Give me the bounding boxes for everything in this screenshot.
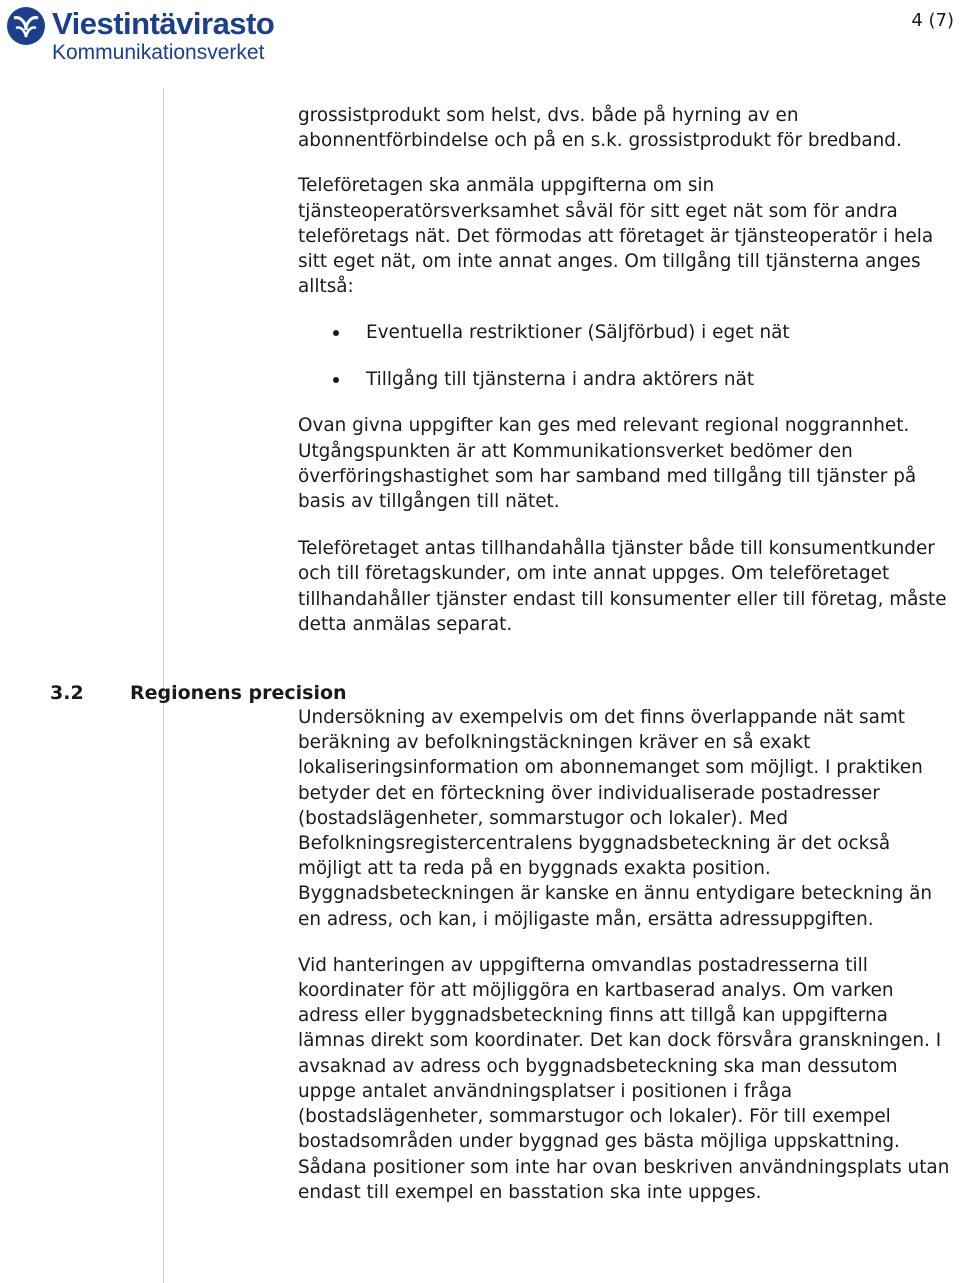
- section-number: 3.2: [50, 682, 84, 704]
- bullet-text: Eventuella restriktioner (Säljförbud) i eget nät: [366, 322, 790, 344]
- logo-emblem-icon: [6, 6, 46, 46]
- paragraph: Vid hanteringen av uppgifterna omvandlas postadresserna till koordinater för att möjliggöra en kartbaserad analys. Om varken adress eller byggnadsbeteckning finns att tillgå kan uppgifterna lämnas direkt som koordinater. Det kan dock försvåra granskningen. I avsaknad av adress och byggnadsbeteckning ska man dessutom uppge antalet användningsplatser i positionen i fråga (bostadslägenheter, sommarstugor och lokaler). För till exempel bostadsområden under byggnad ges bästa möjliga uppskattning. Sådana positioner som inte har ovan beskriven användningsplats utan endast till exempel en basstation ska inte uppges.: [298, 954, 950, 1203]
- logo-title: Viestintävirasto: [52, 6, 275, 41]
- bullet-dot-icon: [333, 377, 339, 383]
- page-number: 4 (7): [911, 10, 954, 31]
- logo-subtitle: Kommunikationsverket: [52, 41, 265, 64]
- paragraph: grossistprodukt som helst, dvs. både på hyrning av en abonnentförbindelse och på en s.k. grossistprodukt för bredband.: [298, 105, 902, 152]
- section-title: Regionens precision: [130, 682, 347, 704]
- bullet-text: Tillgång till tjänsterna i andra aktörers nät: [366, 369, 755, 391]
- paragraph: Ovan givna uppgifter kan ges med relevant regional noggrannhet. Utgångspunkten är att Kommunikationsverket bedömer den överföringshastighet som har samband med tillgång till tjänster på basis av tillgången till nätet.: [298, 415, 917, 513]
- body-content: [298, 103, 954, 1205]
- paragraph: Teleföretaget antas tillhandahålla tjänster både till konsumentkunder och till företagskunder, om inte annat uppges. Om teleföretaget tillhandahåller tjänster endast till konsumenter eller till företag, måste detta anmälas separat.: [298, 538, 947, 635]
- bullet-item: [298, 367, 954, 392]
- bullet-item: [298, 320, 954, 345]
- agency-logo: [6, 4, 286, 66]
- bullet-dot-icon: [333, 330, 339, 336]
- paragraph: Undersökning av exempelvis om det finns överlappande nät samt beräkning av befolkningstäckningen kräver en så exakt lokaliseringsinformation om abonnemanget som möjligt. I praktiken betyder det en förteckning över individualiserade postadresser (bostadslägenheter, sommarstugor och lokaler). Med Befolkningsregistercentralens byggnadsbeteckning är det också möjligt att ta reda på en byggnads exakta position. Byggnadsbeteckningen är kanske en ännu entydigare beteckning än en adress, och kan, i möjligaste mån, ersätta adressuppgiften.: [298, 707, 933, 930]
- bullet-list: [298, 320, 954, 392]
- paragraph: Teleföretagen ska anmäla uppgifterna om sin tjänsteoperatörsverksamhet såväl för sitt eget nät som för andra teleföretags nät. Det förmodas att företaget är tjänsteoperatör i hela sitt eget nät, om inte annat anges. Om tillgång till tjänsterna anges alltså:: [298, 175, 934, 298]
